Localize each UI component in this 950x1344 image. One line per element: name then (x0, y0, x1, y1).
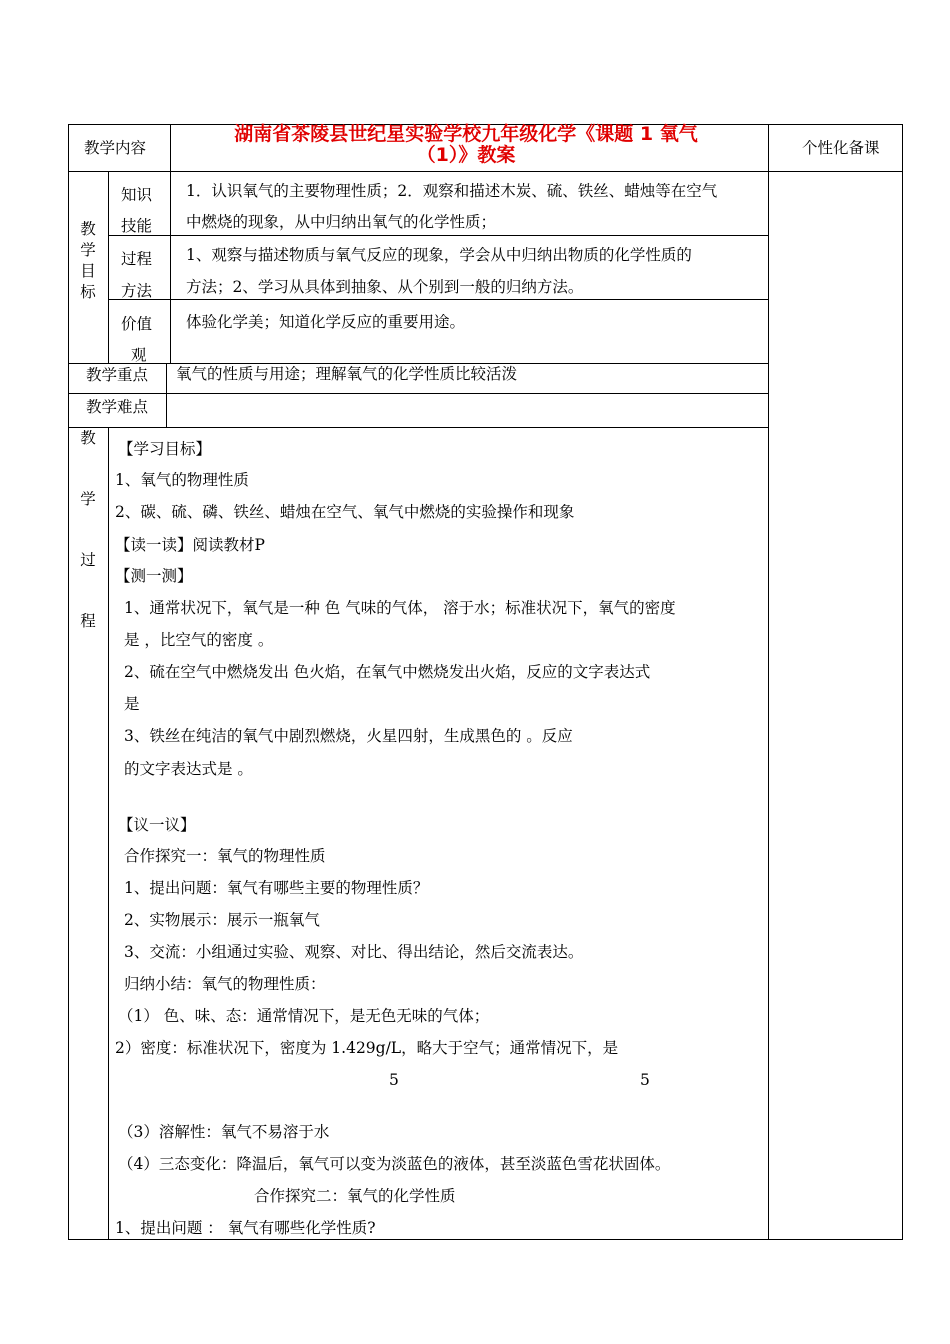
process-line: 5 (640, 1071, 650, 1089)
process-line: 【学习目标】 (118, 440, 212, 458)
value-label-2: 观 (131, 346, 147, 364)
process-line: （3）溶解性：氧气不易溶于水 (118, 1123, 330, 1141)
process-line: 3、交流：小组通过实验、观察、对比、得出结论，然后交流表达。 (124, 943, 584, 961)
title-line-2: （1）》教案 (416, 144, 516, 166)
goals-label-char: 学 (80, 241, 96, 259)
goals-sublabel-divider (170, 171, 171, 363)
process-line: 2、硫在空气中燃烧发出 色火焰，在氧气中燃烧发出火焰，反应的文字表达式 (124, 663, 651, 681)
process-line: 1、提出问题：氧气有哪些主要的物理性质？ (124, 879, 429, 897)
keypoint-row-divider (68, 393, 768, 394)
method-label-1: 过程 (121, 250, 153, 268)
knowledge-label-1: 知识 (121, 186, 153, 204)
header-row-divider (68, 171, 903, 172)
method-text-2: 方法；2、学习从具体到抽象、从个别到一般的归纳方法。 (186, 278, 584, 296)
keypoint-label: 教学重点 (86, 366, 149, 384)
knowledge-label-2: 技能 (121, 217, 153, 235)
keypoint-text: 氧气的性质与用途；理解氧气的化学性质比较活泼 (176, 365, 518, 383)
process-line: 是 (124, 695, 140, 713)
process-line: 合作探究二：氧气的化学性质 (254, 1187, 456, 1205)
goals-label-char: 目 (80, 262, 96, 280)
content-label: 教学内容 (84, 139, 147, 157)
value-text-1: 体验化学美；知道化学反应的重要用途。 (186, 313, 466, 331)
process-line: 【测一测】 (115, 567, 193, 585)
goals-label-divider (108, 171, 109, 363)
notes-column-divider (768, 124, 769, 1240)
difficulty-label: 教学难点 (86, 398, 149, 416)
title-line-1: 湖南省茶陵县世纪星实验学校九年级化学《课题 1 氧气 (234, 123, 698, 145)
process-line: 3、铁丝在纯洁的氧气中剧烈燃烧，火星四射，生成黑色的 。反应 (124, 727, 573, 745)
process-line: 2、实物展示：展示一瓶氧气 (124, 911, 320, 929)
method-label-2: 方法 (121, 282, 153, 300)
process-line: 【议一议】 (118, 816, 196, 834)
process-line: 5 (389, 1071, 399, 1089)
process-line: 2、碳、硫、磷、铁丝、蜡烛在空气、氧气中燃烧的实验操作和现象 (115, 503, 575, 521)
process-label-char: 学 (80, 490, 96, 508)
process-label-char: 程 (80, 612, 96, 630)
knowledge-text-2: 中燃烧的现象，从中归纳出氧气的化学性质； (186, 213, 497, 231)
process-line: 归纳小结：氧气的物理性质： (124, 975, 326, 993)
goals-divider-2 (108, 299, 768, 300)
process-line: 【读一读】阅读教材P (115, 536, 265, 554)
process-line: 是 ，比空气的密度 。 (124, 631, 274, 649)
table-border-right (902, 124, 903, 1240)
goals-label-char: 教 (80, 220, 96, 238)
process-label-char: 过 (80, 551, 96, 569)
knowledge-text-1: 1．认识氧气的主要物理性质；2．观察和描述木炭、硫、铁丝、蜡烛等在空气 (186, 182, 718, 200)
process-line: 1、通常状况下，氧气是一种 色 气味的气体， 溶于水；标准状况下，氧气的密度 (124, 599, 676, 617)
table-border-bottom (68, 1239, 903, 1240)
process-label-char: 教 (80, 429, 96, 447)
process-line: （1） 色、味、态：通常情况下，是无色无味的气体； (118, 1007, 490, 1025)
process-label-divider (108, 427, 109, 1239)
notes-label: 个性化备课 (802, 139, 880, 157)
process-line: （4）三态变化：降温后，氧气可以变为淡蓝色的液体，甚至淡蓝色雪花状固体。 (118, 1155, 671, 1173)
keypoint-label-divider (166, 363, 167, 427)
process-line: 的文字表达式是 。 (124, 760, 253, 778)
process-line: 2）密度：标准状况下，密度为 1.429g/L，略大于空气；通常情况下，是 (115, 1039, 619, 1057)
goals-divider-1 (108, 235, 768, 236)
value-label-1: 价值 (121, 315, 153, 333)
process-line: 1、氧气的物理性质 (115, 471, 249, 489)
process-line: 1、提出问题 ： 氧气有哪些化学性质? (115, 1219, 376, 1237)
table-border-left (68, 124, 69, 1240)
document-title (170, 124, 762, 166)
difficulty-row-divider (68, 427, 768, 428)
method-text-1: 1、观察与描述物质与氧气反应的现象，学会从中归纳出物质的化学性质的 (186, 246, 692, 264)
goals-label-char: 标 (80, 283, 96, 301)
process-line: 合作探究一：氧气的物理性质 (124, 847, 326, 865)
